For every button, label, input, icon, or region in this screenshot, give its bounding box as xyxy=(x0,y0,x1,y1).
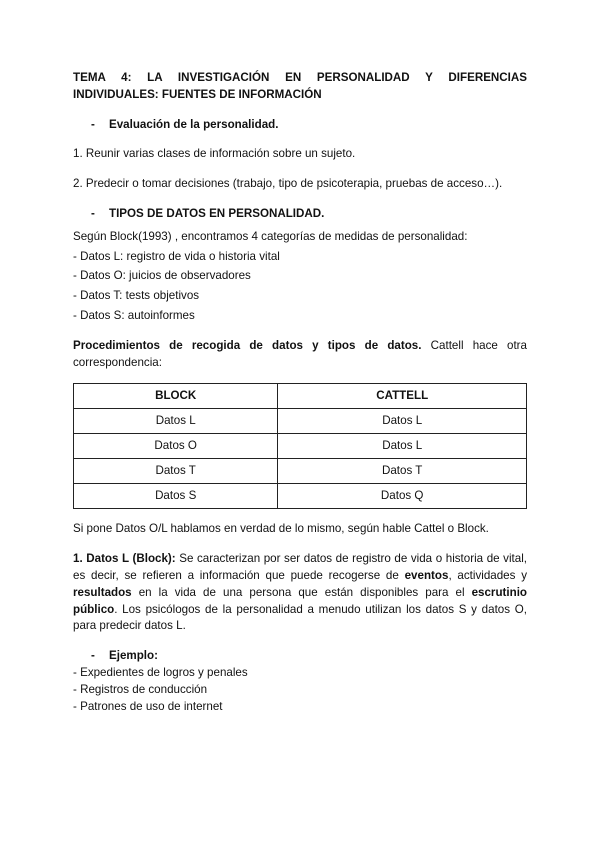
section-heading-evaluation xyxy=(73,117,527,134)
table-row xyxy=(74,434,527,459)
table-cell: Datos L xyxy=(278,409,527,434)
datos-l-text: , actividades y xyxy=(448,568,527,582)
list-item: - Datos L: registro de vida o historia vital xyxy=(73,249,280,263)
datos-l-text: . Los psicólogos de la personalidad a menudo utilizan los datos S y datos O, para predecir datos L. xyxy=(73,602,527,633)
list-item: - Datos O: juicios de observadores xyxy=(73,269,251,283)
datos-l-paragraph xyxy=(73,551,527,635)
table-row xyxy=(74,459,527,484)
emphasis-escrutinio: escrutinio público xyxy=(73,585,527,616)
bullet-dash: - xyxy=(91,117,95,131)
intro-paragraph: Según Block(1993) , encontramos 4 categorías de medidas de personalidad: xyxy=(73,229,468,243)
list-item: - Registros de conducción xyxy=(73,682,208,696)
table-cell: Datos T xyxy=(278,459,527,484)
list-item: - Datos S: autoinformes xyxy=(73,308,195,322)
bullet-dash: - xyxy=(91,649,95,663)
paragraph-item-2: 2. Predecir o tomar decisiones (trabajo, tipo de psicoterapia, pruebas de acceso…). xyxy=(73,177,503,191)
emphasis-resultados: resultados xyxy=(73,585,132,599)
example-heading-text: Ejemplo: xyxy=(109,649,158,663)
note-paragraph: Si pone Datos O/L hablamos en verdad de lo mismo, según hable Cattel o Block. xyxy=(73,522,489,536)
list-item: - Datos T: tests objetivos xyxy=(73,289,200,303)
procedures-paragraph xyxy=(73,338,527,372)
example-heading xyxy=(73,648,527,665)
table-row xyxy=(74,409,527,434)
paragraph-item-1: 1. Reunir varias clases de información sobre un sujeto. xyxy=(73,147,356,161)
procedures-text: Cattell hace otra correspondencia: xyxy=(73,338,527,369)
datos-l-text: Se caracterizan por ser datos de registro de vida o historia de vital, es decir, se refieren a información que puede recogerse de xyxy=(73,552,528,582)
section-heading-text: Evaluación de la personalidad. xyxy=(109,117,279,131)
table-cell: Datos O xyxy=(74,434,278,459)
datos-l-text: en la vida de una persona que están disponibles para el xyxy=(131,585,472,599)
table-cell: Datos Q xyxy=(278,484,527,509)
section-heading-tipos xyxy=(73,206,527,223)
table-cell: Datos T xyxy=(74,459,278,484)
header-block: BLOCK xyxy=(74,384,278,409)
table-header-row xyxy=(74,384,527,409)
header-cattell: CATTELL xyxy=(278,384,527,409)
emphasis-eventos: eventos xyxy=(404,568,449,582)
section-heading-text: TIPOS DE DATOS EN PERSONALIDAD. xyxy=(109,206,325,220)
data-types-table xyxy=(73,383,527,509)
bullet-dash: - xyxy=(91,206,95,220)
page-title: TEMA 4: LA INVESTIGACIÓN EN PERSONALIDAD Y DIFERENCIAS INDIVIDUALES: FUENTES DE INFORMACIÓN xyxy=(73,71,527,101)
list-item: - Expedientes de logros y penales xyxy=(73,665,248,679)
table-cell: Datos S xyxy=(74,484,278,509)
datos-l-label: 1. Datos L (Block): xyxy=(73,552,176,566)
procedures-bold: Procedimientos de recogida de datos y tipos de datos. xyxy=(73,338,422,352)
table-cell: Datos L xyxy=(74,409,278,434)
list-item: - Patrones de uso de internet xyxy=(73,699,223,713)
table-cell: Datos L xyxy=(278,434,527,459)
table-row xyxy=(74,484,527,509)
